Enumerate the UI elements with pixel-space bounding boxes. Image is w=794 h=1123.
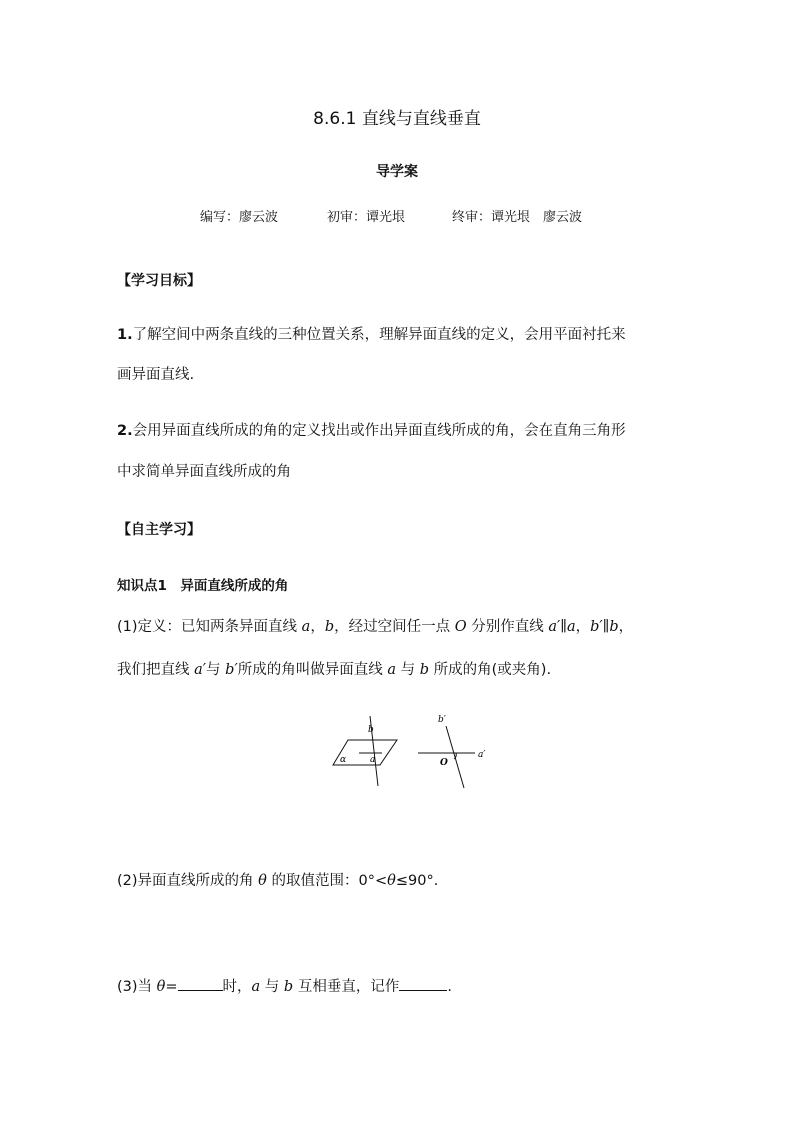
final-review-credit: 终审：谭光垠 廖云波 <box>452 210 583 225</box>
definition-line-1: (1)定义：已知两条异面直线 a，b，经过空间任一点 O 分别作直线 a′∥a，b′∥b， <box>117 619 634 635</box>
angle-range-line: (2)异面直线所成的角 θ 的取值范围：0°<θ≤90°. <box>117 873 439 889</box>
perpendicular-line: (3)当 θ= 时，a 与 b 互相垂直，记作 . <box>117 976 452 997</box>
line-b-prime <box>446 726 464 788</box>
page-title: 8.6.1 直线与直线垂直 <box>313 109 481 129</box>
objective-1-line-1 <box>117 325 626 345</box>
plane-with-lines-diagram <box>333 716 397 786</box>
intersecting-lines-diagram <box>418 726 475 788</box>
first-review-credit: 初审：谭光垠 <box>327 210 406 225</box>
objective-2-line-1 <box>117 421 626 441</box>
page-subtitle: 导学案 <box>376 164 418 180</box>
answer-blank-notation[interactable] <box>399 976 447 991</box>
right-label-b-prime: b′ <box>438 715 446 725</box>
answer-blank-angle[interactable] <box>178 976 223 991</box>
objective-2-number: 2. <box>117 423 133 439</box>
objective-1-text: 了解空间中两条直线的三种位置关系，理解异面直线的定义，会用平面衬托来 <box>132 327 626 343</box>
self-study-heading: 【自主学习】 <box>117 522 201 538</box>
knowledge-point-title: 知识点1 异面直线所成的角 <box>117 578 289 594</box>
objective-1-line-2: 画异面直线. <box>117 367 195 383</box>
right-label-a-prime: a′ <box>478 750 486 760</box>
editor-credit: 编写：廖云波 <box>200 210 279 225</box>
skew-lines-figure <box>320 708 500 803</box>
objectives-heading: 【学习目标】 <box>117 273 201 289</box>
left-label-b: b <box>368 725 374 735</box>
objective-2-text: 会用异面直线所成的角的定义找出或作出异面直线所成的角，会在直角三角形 <box>132 423 626 439</box>
left-label-a: a <box>370 755 376 765</box>
left-label-alpha: α <box>340 755 347 765</box>
definition-line-2: 我们把直线 a′与 b′所成的角叫做异面直线 a 与 b 所成的角(或夹角). <box>117 662 552 678</box>
right-label-O: O <box>440 758 448 768</box>
objective-2-line-2: 中求简单异面直线所成的角 <box>117 464 291 480</box>
objective-1-number: 1. <box>117 327 133 343</box>
